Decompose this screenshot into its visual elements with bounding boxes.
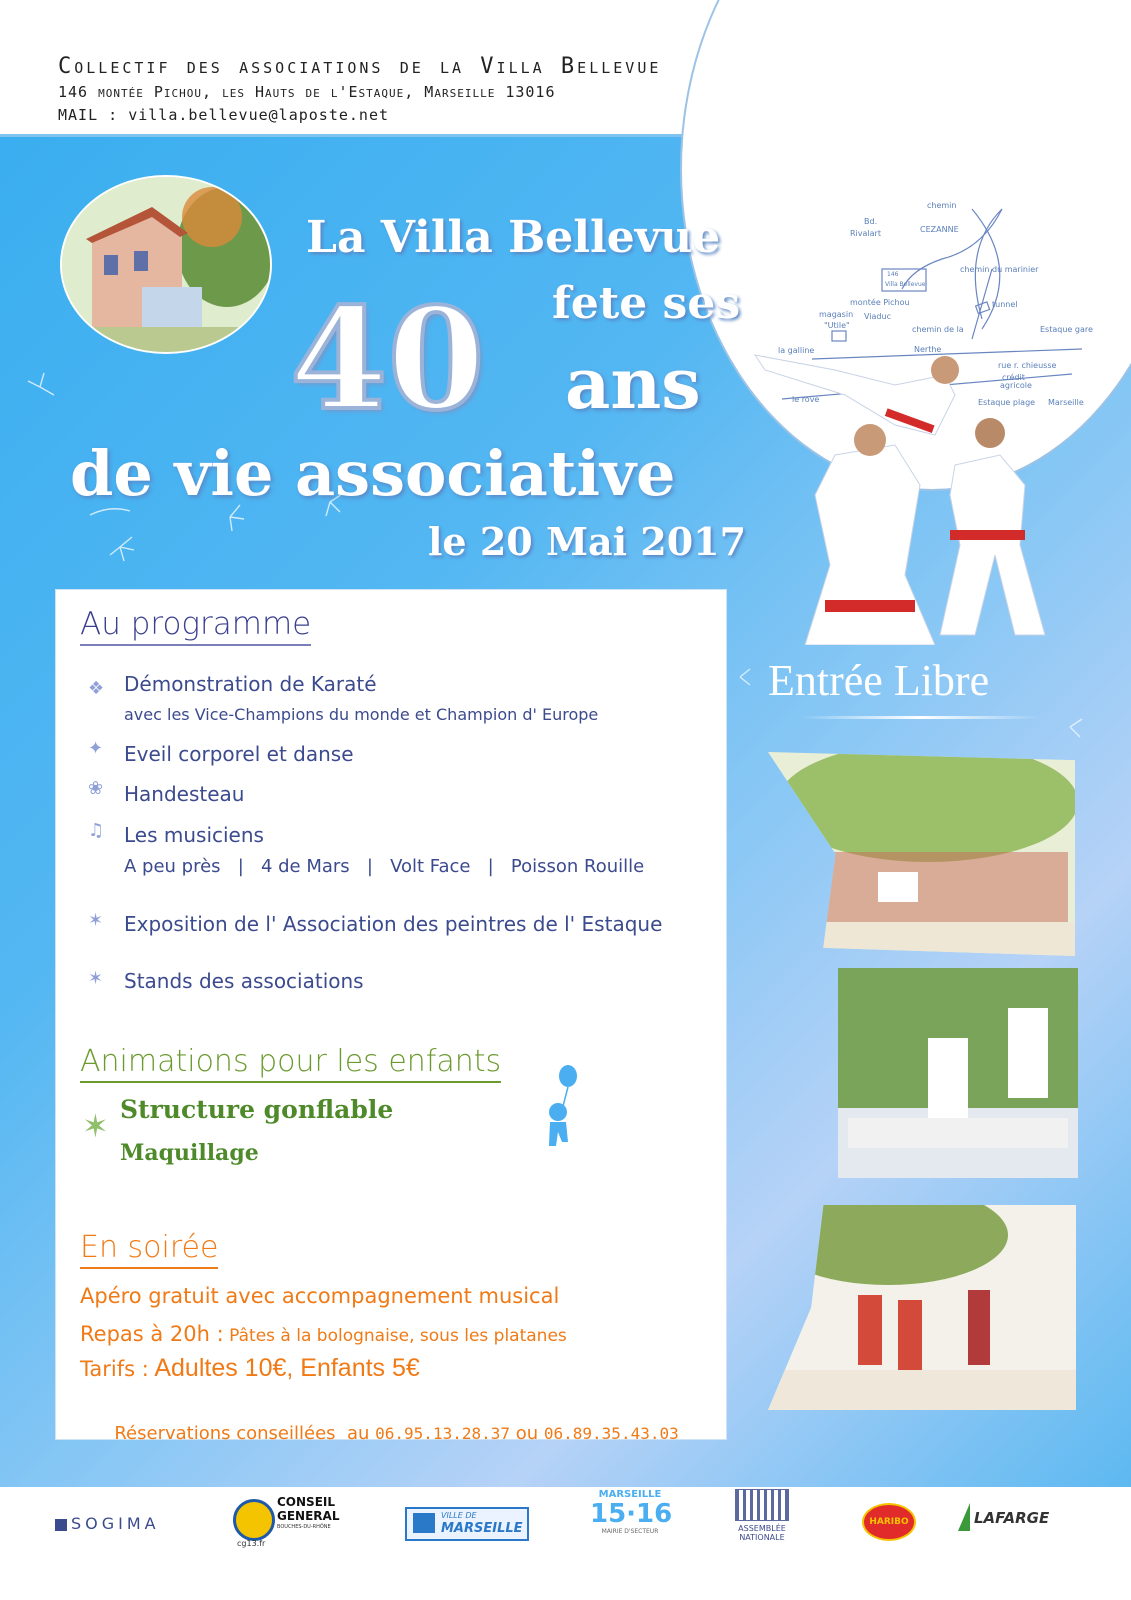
- event-date: le 20 Mai 2017: [428, 519, 747, 564]
- free-entry-label: Entrée Libre: [768, 656, 990, 705]
- mairie-sector-number: 15·16: [590, 1499, 673, 1529]
- free-entry-underline: [800, 716, 1040, 719]
- map-label: crédit: [1002, 373, 1025, 382]
- mairie-marseille-text: MARSEILLE: [598, 1489, 662, 1500]
- kids-heading: Animations pour les enfants: [80, 1044, 501, 1083]
- program-item-musicians: Les musiciens: [124, 823, 264, 847]
- evening-reservation: [80, 1402, 679, 1465]
- cg-line2: GENERAL: [277, 1509, 340, 1523]
- flower-icon: ❀: [88, 778, 104, 799]
- evening-prices: [80, 1354, 420, 1383]
- villa-painting: [60, 175, 272, 354]
- phone-number-1[interactable]: 06.95.13.28.37: [375, 1424, 510, 1443]
- cg-line3: BOUCHES-DU-RHÔNE: [277, 1524, 331, 1530]
- marseille-1516-logo: [590, 1489, 673, 1559]
- program-box: [56, 590, 726, 1444]
- map-label: Viaduc: [864, 312, 891, 321]
- map-label: le rove: [792, 395, 820, 404]
- map-label: Nerthe: [914, 345, 942, 354]
- evening-prices-label: Tarifs :: [80, 1357, 149, 1381]
- evening-heading: En soirée: [80, 1230, 218, 1269]
- star-icon: ✶: [88, 910, 104, 931]
- title-villa-bellevue: La Villa Bellevue: [306, 212, 721, 263]
- map-label: montée Pichou: [850, 298, 910, 307]
- marseille-flag-icon: [413, 1513, 435, 1533]
- ville-de-text: VILLE DE: [441, 1511, 477, 1520]
- map-label: Villa Bellevue: [885, 281, 926, 288]
- karate-athletes-image: [745, 345, 1090, 645]
- dancer-icon: ✦: [88, 738, 104, 759]
- marseille-text: MARSEILLE: [441, 1521, 523, 1536]
- map-label: 146: [887, 271, 899, 278]
- evening-prices-values: Adultes 10€, Enfants 5€: [148, 1354, 420, 1382]
- kids-item-face-painting: Maquillage: [120, 1140, 259, 1166]
- karate-demo-photo: [838, 968, 1078, 1178]
- map-label: Rivalart: [850, 229, 881, 238]
- sogima-text: SOGIMA: [71, 1514, 160, 1533]
- evening-apero: Apéro gratuit avec accompagnement musical: [80, 1284, 560, 1308]
- lafarge-logo: [958, 1503, 1048, 1537]
- lafarge-text: LAFARGE: [974, 1509, 1050, 1527]
- map-label: chemin de la: [912, 325, 964, 334]
- program-item-exposition: Exposition de l' Association des peintres de l' Estaque: [124, 912, 663, 936]
- title-vie-associative: de vie associative: [70, 437, 676, 510]
- cg13-badge-icon: [233, 1499, 275, 1541]
- kids-item-bouncy-castle: Structure gonflable: [120, 1095, 394, 1124]
- haribo-logo: [862, 1503, 916, 1541]
- collective-email: MAIL : villa.bellevue@laposte.net: [58, 106, 390, 124]
- title-forty: 40: [290, 278, 485, 442]
- sogima-logo: [55, 1514, 160, 1533]
- map-label: chemin du marinier: [960, 265, 1039, 274]
- assemblee-building-icon: [735, 1489, 789, 1521]
- star-icon: ✶: [88, 968, 104, 989]
- cg-site: cg13.fr: [237, 1539, 266, 1548]
- program-item-handesteau: Handesteau: [124, 782, 245, 806]
- assemblee-nationale-logo: [732, 1489, 792, 1559]
- map-label: CEZANNE: [920, 225, 959, 234]
- map-label: tunnel: [992, 300, 1018, 309]
- child-balloon-icon: [540, 1062, 600, 1162]
- cg-line1: CONSEIL: [277, 1495, 336, 1509]
- map-label: Marseille: [1048, 398, 1084, 407]
- green-star-icon: ✶: [82, 1107, 109, 1145]
- map-label: Estaque plage: [978, 398, 1036, 407]
- map-label: rue r. chieusse: [998, 361, 1057, 370]
- conseil-general-logo: [233, 1495, 343, 1555]
- map-label: magasin: [819, 310, 854, 319]
- evening-reservation-or: ou: [510, 1423, 544, 1444]
- program-item-stands: Stands des associations: [124, 969, 364, 993]
- map-label: chemin: [927, 201, 957, 210]
- program-item-musicians-sub: A peu près | 4 de Mars | Volt Face | Poisson Rouille: [124, 856, 645, 877]
- evening-dinner-menu: Pâtes à la bolognaise, sous les platanes: [223, 1326, 567, 1346]
- program-item-dance: Eveil corporel et danse: [124, 742, 354, 766]
- evening-reservation-label: Réservations conseillées au: [114, 1423, 376, 1444]
- map-label: Bd.: [864, 217, 878, 226]
- assemblee-text-2: NATIONALE: [739, 1533, 785, 1542]
- map-label: "Utile": [824, 321, 850, 330]
- karate-icon: ❖: [88, 678, 105, 699]
- program-item-karate: Démonstration de Karaté: [124, 672, 377, 696]
- haribo-text: HARIBO: [869, 1517, 909, 1527]
- ville-marseille-logo: [405, 1507, 529, 1541]
- sponsors-footer: [0, 1487, 1131, 1600]
- phone-number-2[interactable]: 06.89.35.43.03: [543, 1424, 679, 1443]
- evening-dinner-time: Repas à 20h :: [80, 1322, 224, 1346]
- program-item-karate-sub: avec les Vice-Champions du monde et Champion d' Europe: [124, 705, 599, 724]
- sogima-mark-icon: [55, 1519, 67, 1531]
- lafarge-mark-icon: [958, 1503, 970, 1531]
- title-ans: ans: [565, 342, 701, 425]
- map-label: Estaque gare: [1040, 325, 1093, 334]
- villa-illustration: [62, 177, 270, 352]
- collective-title: Collectif des associations de la Villa Bellevue: [58, 54, 662, 79]
- assemblee-text-1: ASSEMBLÉE: [738, 1524, 786, 1533]
- map-label: la galline: [778, 346, 815, 355]
- evening-dinner: [80, 1322, 567, 1346]
- map-label: agricole: [1000, 381, 1032, 390]
- mairie-sector-text: MAIRIE D'SECTEUR: [601, 1528, 659, 1535]
- title-fete-ses: fete ses: [552, 278, 741, 329]
- music-note-icon: ♫: [88, 820, 105, 841]
- program-heading: Au programme: [80, 606, 311, 646]
- collective-address: 146 montée Pichou, les Hauts de l'Estaque, Marseille 13016: [58, 83, 556, 101]
